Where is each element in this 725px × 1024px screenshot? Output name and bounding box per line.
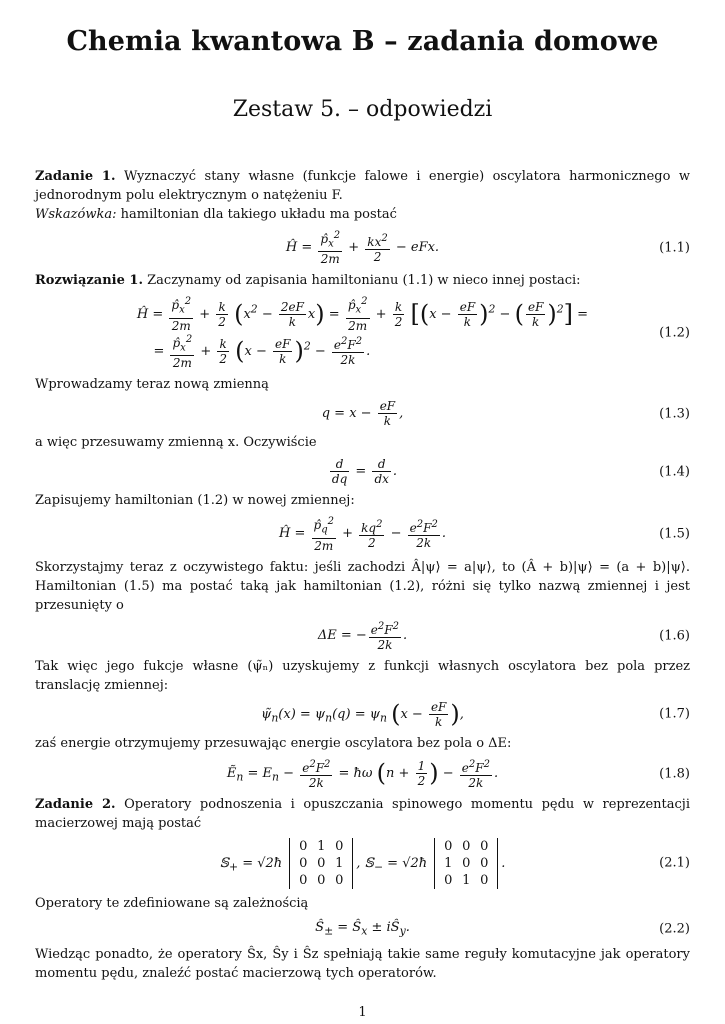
document-subtitle: Zestaw 5. – odpowiedzi xyxy=(232,97,493,122)
s-plus-matrix: 0 1 0 0 0 1 0 0 0 xyxy=(289,838,353,889)
fact-text: Skorzystajmy teraz z oczywistego faktu: jeśli zachodzi Â|ψ⟩ = a|ψ⟩, to (Â + b)|ψ⟩ = (a + b)|ψ⟩. Hamiltonian (1.5) ma postać taką jak hamiltonian (1.2), różni się tylko nazwą zmiennej i jest przesunięty o xyxy=(35,559,690,613)
equation-1-6: ΔE = − $\frac{e^2F^2}{2k}$ . (1.6) xyxy=(317,620,690,652)
equation-1-3: q = x − $\frac{eF}{k}$ , (1.3) xyxy=(321,399,690,429)
solution-1-intro-text: Zaczynamy od zapisania hamiltonianu (1.1) w nieco innej postaci: xyxy=(147,273,581,289)
document-title: Chemia kwantowa B – zadania domowe xyxy=(66,26,659,57)
energy-text: zaś energie otrzymujemy przesuwając energie oscylatora bez pola o ΔE: xyxy=(35,735,512,751)
equation-1-1: Ĥ = $\frac{p̂_x^2}{2m}$ + $\frac{kx^2}{2}$ − eFx. (1.1) xyxy=(285,230,690,267)
solution-1-intro xyxy=(35,271,690,290)
equation-1-2: Ĥ = $\frac{p̂_x^2}{2m}$ + $\frac{k}{2}$ ($x^2$ − $\frac{2eF}{k}$ x) = $\frac{p̂_x^2}{2m}$ + $\frac{k}{2}$ [(x − $\frac{eF}{k}$ )$^2$ − ( $\frac{eF}{k}$ )$^2$] = = $\frac{p̂_x^2}{2m}$ + $\frac{k}{2}$ (x − $\frac{eF}{k}$ )$^2$ − $\frac{e^2F^2}{2k}$ . (1.2) xyxy=(136,296,690,371)
page-number: 1 xyxy=(358,1005,367,1020)
task-2-paragraph xyxy=(35,795,690,833)
task-1-paragraph xyxy=(35,167,690,224)
eigenfunction-text: Tak więc jego fukcje własne (ψ̃ₙ) uzyskujemy z funkcji własnych oscylatora bez pola przez translację zmiennej: xyxy=(35,658,690,693)
equation-number: (1.2) xyxy=(659,325,690,341)
solution-1-label: Rozwiązanie 1. xyxy=(35,273,143,289)
task-1-text: Wyznaczyć stany własne (funkcje falowe i energie) oscylatora harmonicznego w jednorodnym polu elektrycznym o natężeniu F. xyxy=(35,169,690,203)
equation-number: (1.5) xyxy=(659,526,690,542)
definition-text: Operatory te zdefiniowane są zależnością xyxy=(35,895,309,911)
hint-label: Wskazówka: xyxy=(35,207,117,222)
equation-1-7: $\psĩ_n(x) = \psi_n(q) = \psi_n$ (x − $\frac{eF}{k}$ ), (1.7) xyxy=(261,699,690,729)
equation-2-1: 𝕊$_+$ = √2ħ 0 1 0 0 0 1 0 0 0, 𝕊$_-$ = √2ħ 0 0 0 1 0 0 0 1 0. (2.1) xyxy=(219,838,690,888)
equation-number: (1.6) xyxy=(659,628,690,644)
equation-2-2: $Ŝ_\pm$ = $Ŝ_x$ ± $iŜ_y$. (2.2) xyxy=(315,919,690,938)
task-1-label: Zadanie 1. xyxy=(35,169,116,184)
equation-number: (1.8) xyxy=(659,766,690,782)
equation-number: (2.1) xyxy=(659,855,690,871)
shift-text: a więc przesuwamy zmienną x. Oczywiście xyxy=(35,435,317,451)
hint-text: hamiltonian dla takiego układu ma postać xyxy=(120,207,397,222)
final-text: Wiedząc ponadto, że operatory Ŝx, Ŝy i Ŝz spełniają takie same reguły komutacyjne jak operatory momentu pędu, znaleźć postać macierzową tych operatorów. xyxy=(35,947,690,982)
equation-1-8: Ẽ$_n$ = $E_n$ − $\frac{e^2F^2}{2k}$ = ħω (n + $\frac{1}{2}$ ) − $\frac{e^2F^2}{2k}$ . (1.8) xyxy=(226,758,690,790)
equation-number: (1.4) xyxy=(659,464,690,480)
equation-1-5: Ĥ = $\frac{p̂_q^2}{2m}$ + $\frac{kq^2}{2}$ − $\frac{e^2F^2}{2k}$ . (1.5) xyxy=(279,516,690,553)
rewrite-text: Zapisujemy hamiltonian (1.2) w nowej zmiennej: xyxy=(35,493,355,509)
equation-1-4: $\frac{d}{dq}$ = $\frac{d}{dx}$ . (1.4) xyxy=(331,457,690,487)
equation-number: (1.7) xyxy=(659,706,690,722)
equation-number: (1.1) xyxy=(659,240,690,256)
new-variable-text: Wprowadzamy teraz nową zmienną xyxy=(35,377,269,393)
document-body xyxy=(35,167,690,983)
s-minus-matrix: 0 0 0 1 0 0 0 1 0 xyxy=(434,838,498,889)
task-2-label: Zadanie 2. xyxy=(35,796,116,812)
equation-number: (2.2) xyxy=(659,921,690,937)
task-2-text: Operatory podnoszenia i opuszczania spinowego momentu pędu w reprezentacji macierzowej mają postać xyxy=(35,796,690,831)
equation-number: (1.3) xyxy=(659,406,690,422)
